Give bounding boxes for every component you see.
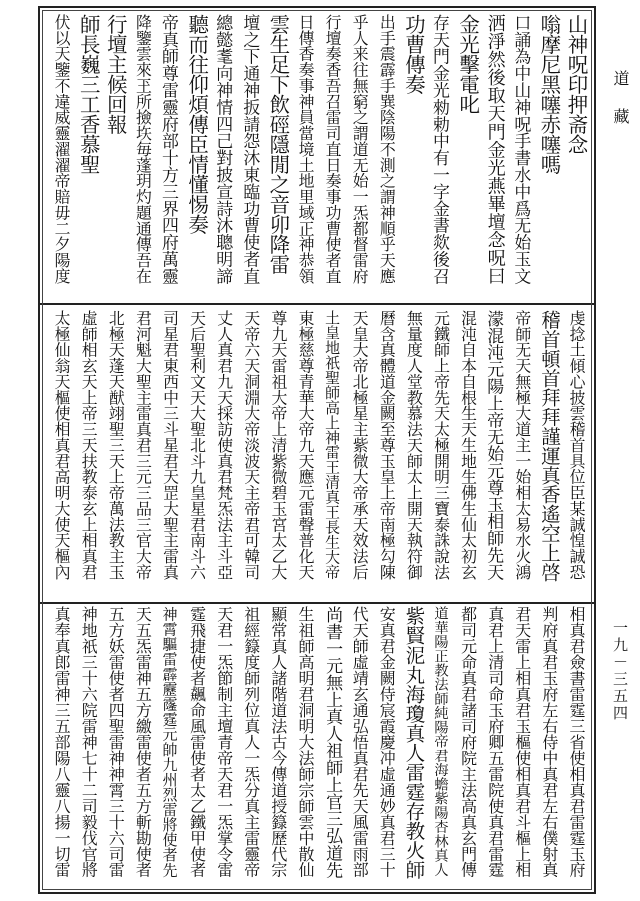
text-column: 壇之下通神扳請怨沐東臨功曹使者直: [240, 14, 261, 285]
text-column: 師長巍三工香慕聖: [76, 14, 101, 174]
text-column: 紫賢泥丸海瓊真人雷霆存教火師: [402, 606, 426, 880]
text-column: 土皇地祇聖師高上神雷王清真王長生大帝: [323, 310, 342, 580]
text-column: 口誦為中山神呪手書水中爲无始玉文: [511, 14, 532, 285]
text-column: 司星君東西中三斗星君天罡大聖主雷真: [160, 310, 180, 580]
text-column: 稽首頓首拜拜謹運真香遙空上啓: [537, 310, 561, 582]
text-column: 出手震霹手巽陰陽不測之謂神順乎天應: [377, 14, 397, 284]
text-column: 天后聖利文天大聖北斗九皇星君南斗六: [187, 310, 207, 580]
text-column: 生祖師高明君洞明大法師宗師雲中散仙: [296, 606, 315, 878]
text-column: 伏以天鑒不違威靈濯濯帝賠毋二夕陽度: [52, 14, 72, 284]
text-column: 道華陽正教法師純陽帝君海蟾紫陽杏林真人: [432, 606, 449, 877]
text-column: 日傳香奏事神員當境土地里域正神恭領: [296, 14, 315, 284]
text-column: 洒淨然後取天門金光燕畢壇念呪曰: [484, 14, 506, 285]
text-column: 太極仙翁天樞使相真君高明大使天樞內: [52, 310, 72, 580]
text-column: 安真君金闕侍宸霞慶冲虛通妙真君三十: [377, 606, 397, 878]
text-column: 帝真師尊雷靈府部十方三界四府萬靈: [159, 14, 180, 285]
text-column: 相真君僉書雷霆三省使相真君雷霆玉府: [567, 606, 586, 878]
text-column: 神地祇三十六院雷神七十二司毅伐官將: [79, 606, 99, 878]
section-divider-1: [40, 303, 594, 305]
text-column: 真君上清司命玉府卿五雷院使真君雷霆: [485, 606, 505, 878]
text-column: 曆含真體道金闕至尊玉皇上帝南極勾陳: [377, 310, 397, 580]
text-column: 君河魁大聖主雷真君三元三品三官大帝: [133, 310, 153, 580]
text-column: 北極天蓬天猷翊聖三天上帝萬法教主玉: [106, 310, 126, 580]
text-column: 祖經籙度師列位真人一炁分真主雷靈帝: [241, 606, 261, 878]
text-column: 天帝六天洞淵大帝淡波天主帝君可韓司: [241, 310, 261, 580]
text-column: 存天門金光勑勅中有一字金書欻後召: [430, 14, 451, 285]
text-column: 尊九天雷祖大帝上清紫微碧玉宮太乙大: [268, 310, 288, 580]
text-column: 聽而往仰煩傳臣情懂惕奏: [184, 14, 209, 234]
text-column: 無量度人堂教慕法天師太上開天執符御: [404, 310, 424, 580]
text-column: 真奉真郎雷神三五部陽八靈八揚一切雷: [52, 606, 72, 878]
text-column: 山神呪印押斋念: [564, 14, 588, 154]
text-column: 顯常真人諸階道法古今傳道授籙歷代宗: [268, 606, 288, 878]
text-column: 元鐵師上帝先天太極開明三寶泰誅說法: [431, 310, 451, 580]
text-column: 代天師虛靖玄通弘悟真君先天風雷雨部: [350, 606, 370, 878]
text-column: 行壇主候回報: [103, 14, 128, 134]
text-column: 雲生足下飲硜隱閒之音卯降雷: [265, 14, 290, 274]
text-column: 東極慈尊青華大帝九天應元雷聲普化天: [296, 310, 315, 580]
text-column: 功曹傳奏: [401, 14, 426, 94]
text-column: 乎人来往無窮之謂道无始一炁都督雷府: [350, 14, 370, 284]
section-divider-2: [40, 602, 594, 604]
text-column: 混沌自本自根生天生地生佛生仙太初玄: [458, 310, 478, 580]
text-column: 神霄驅雷霹靂霳霆元帥九州烈雷將使者先: [160, 606, 179, 878]
text-column: 金光擊電叱: [455, 14, 480, 114]
text-column: 五方妖雷使者四聖雷神神霄三十六司雷: [106, 606, 126, 878]
page-number: 一九－三五四: [611, 620, 629, 722]
text-column: 霆飛捷使者飆命風雷使者太乙鐵甲使者: [187, 606, 207, 878]
text-column: 嗡摩尼黑噻赤噻嗎: [536, 14, 561, 174]
book-title: 道藏: [611, 70, 630, 146]
text-column: 君天雷上相真君玉樞使相真君斗樞上相: [512, 606, 532, 878]
text-column: 丈人真君九天採訪使真君梵炁法主斗亞: [214, 310, 234, 580]
text-column: 濛混沌元陽上帝无始元尊玉相師先天: [484, 310, 505, 581]
text-column: 天五炁雷神五方繳雷使者五方斬勘使者: [133, 606, 153, 878]
text-column: 行壇奏香吾召雷司直日奏事功曹使者直: [323, 14, 343, 284]
text-column: 虔捻土傾心披雲稽首具位臣某誠惶誠恐: [567, 310, 586, 580]
text-column: 天皇大帝北極星主紫微大帝承天效法后: [350, 310, 370, 580]
text-column: 天君一炁節制主壇青帝天君一炁掌令雷: [214, 606, 234, 878]
text-column: 帝師无天無極大道主一始相太易水火鴻: [512, 310, 532, 580]
text-column: 判府真君玉府左右侍中真君左右僕射真: [539, 606, 559, 878]
text-column: 虛師相玄天上帝三天扶教泰玄上相真君: [79, 310, 99, 580]
text-column: 降鑒雲來玊所撿垁毎蓬玥灼題通傳吾在: [133, 14, 153, 284]
text-column: 總懿耄向神情四己對披宣詩沐聰明諦: [213, 14, 234, 285]
text-column: 都司元命真君諸司府院主法高真玄門傳: [458, 606, 478, 878]
text-column: 尚書一元無上真人祖師上官三弘道先: [322, 606, 343, 879]
